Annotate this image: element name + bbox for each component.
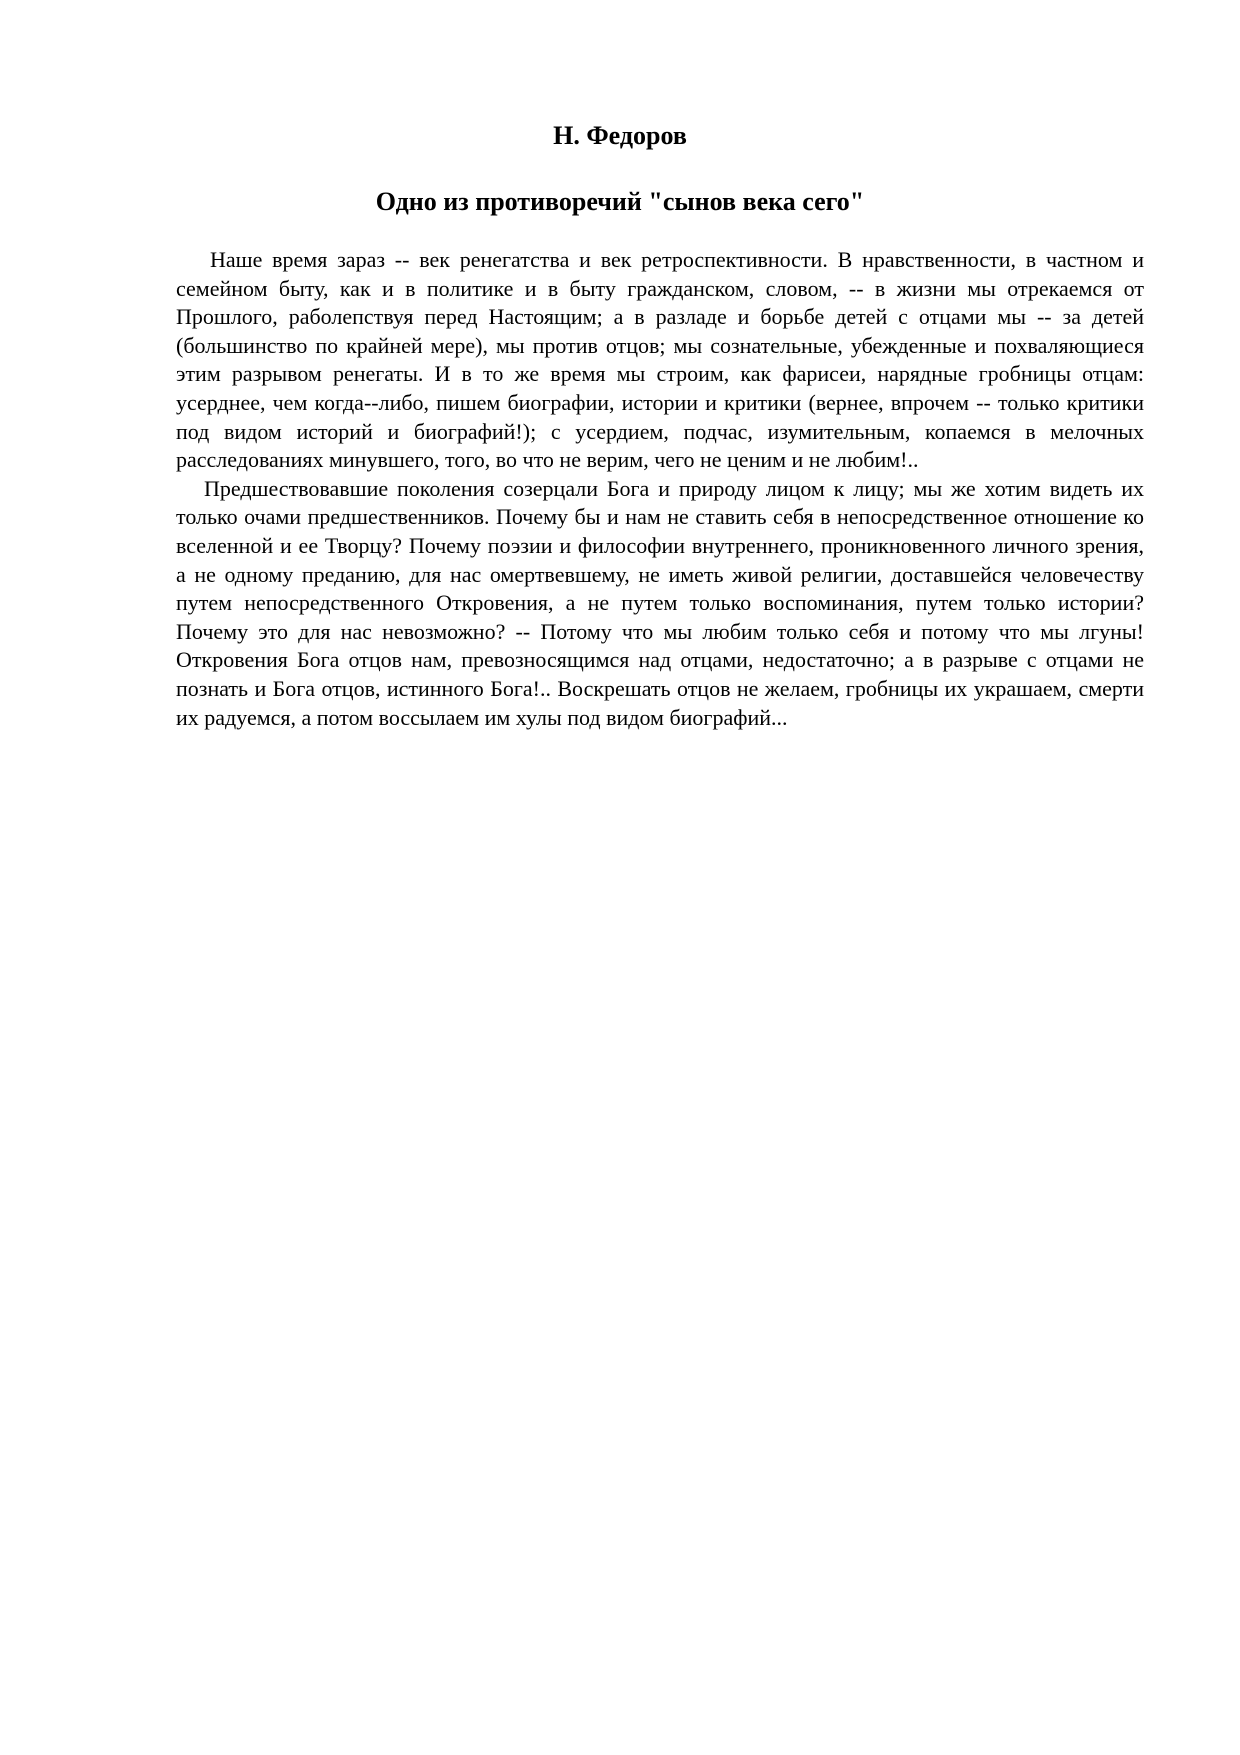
author-name: Н. Федоров <box>553 121 687 150</box>
paragraph-2: Предшествовавшие поколения созерцали Бога и природу лицом к лицу; мы же хотим видеть их только очами предшественников. Почему бы и нам не ставить себя в непосредственное отношение ко вселенной и ее Творцу? Почему поэзии и философии внутреннего, проникновенного личного зрения, а не одному преданию, для нас омертвевшему, не иметь живой религии, доставшейся человечеству путем непосредственного Откровения, а не путем только воспоминания, путем только истории? Почему это для нас невозможно? -- Потому что мы любим только себя и потому что мы лгуны! Откровения Бога отцов нам, превозносящимся над отцами, недостаточно; а в разрыве с отцами не познать и Бога отцов, истинного Бога!.. Воскрешать отцов не желаем, гробницы их украшаем, смерти их радуемся, а потом воссылаем им хулы под видом биографий... <box>176 475 1144 730</box>
paragraph-1: Наше время зараз -- век ренегатства и век ретроспективности. В нравственности, в частном и семейном быту, как и в политике и в быту гражданском, словом, -- в жизни мы отрекаемся от Прошлого, раболепствуя перед Настоящим; а в разладе и борьбе детей с отцами мы -- за детей (большинство по крайней мере), мы против отцов; мы сознательные, убежденные и похваляющиеся этим разрывом ренегаты. И в то же время мы строим, как фарисеи, нарядные гробницы отцам: усерднее, чем когда--либо, пишем биографии, истории и критики (вернее, впрочем -- только критики под видом историй и биографий!); с усердием, подчас, изумительным, копаемся в мелочных расследованиях минувшего, того, во что не верим, чего не ценим и не любим!.. <box>176 247 1144 473</box>
article-title: Одно из противоречий "сынов века сего" <box>375 187 865 216</box>
article-body <box>176 246 1144 732</box>
